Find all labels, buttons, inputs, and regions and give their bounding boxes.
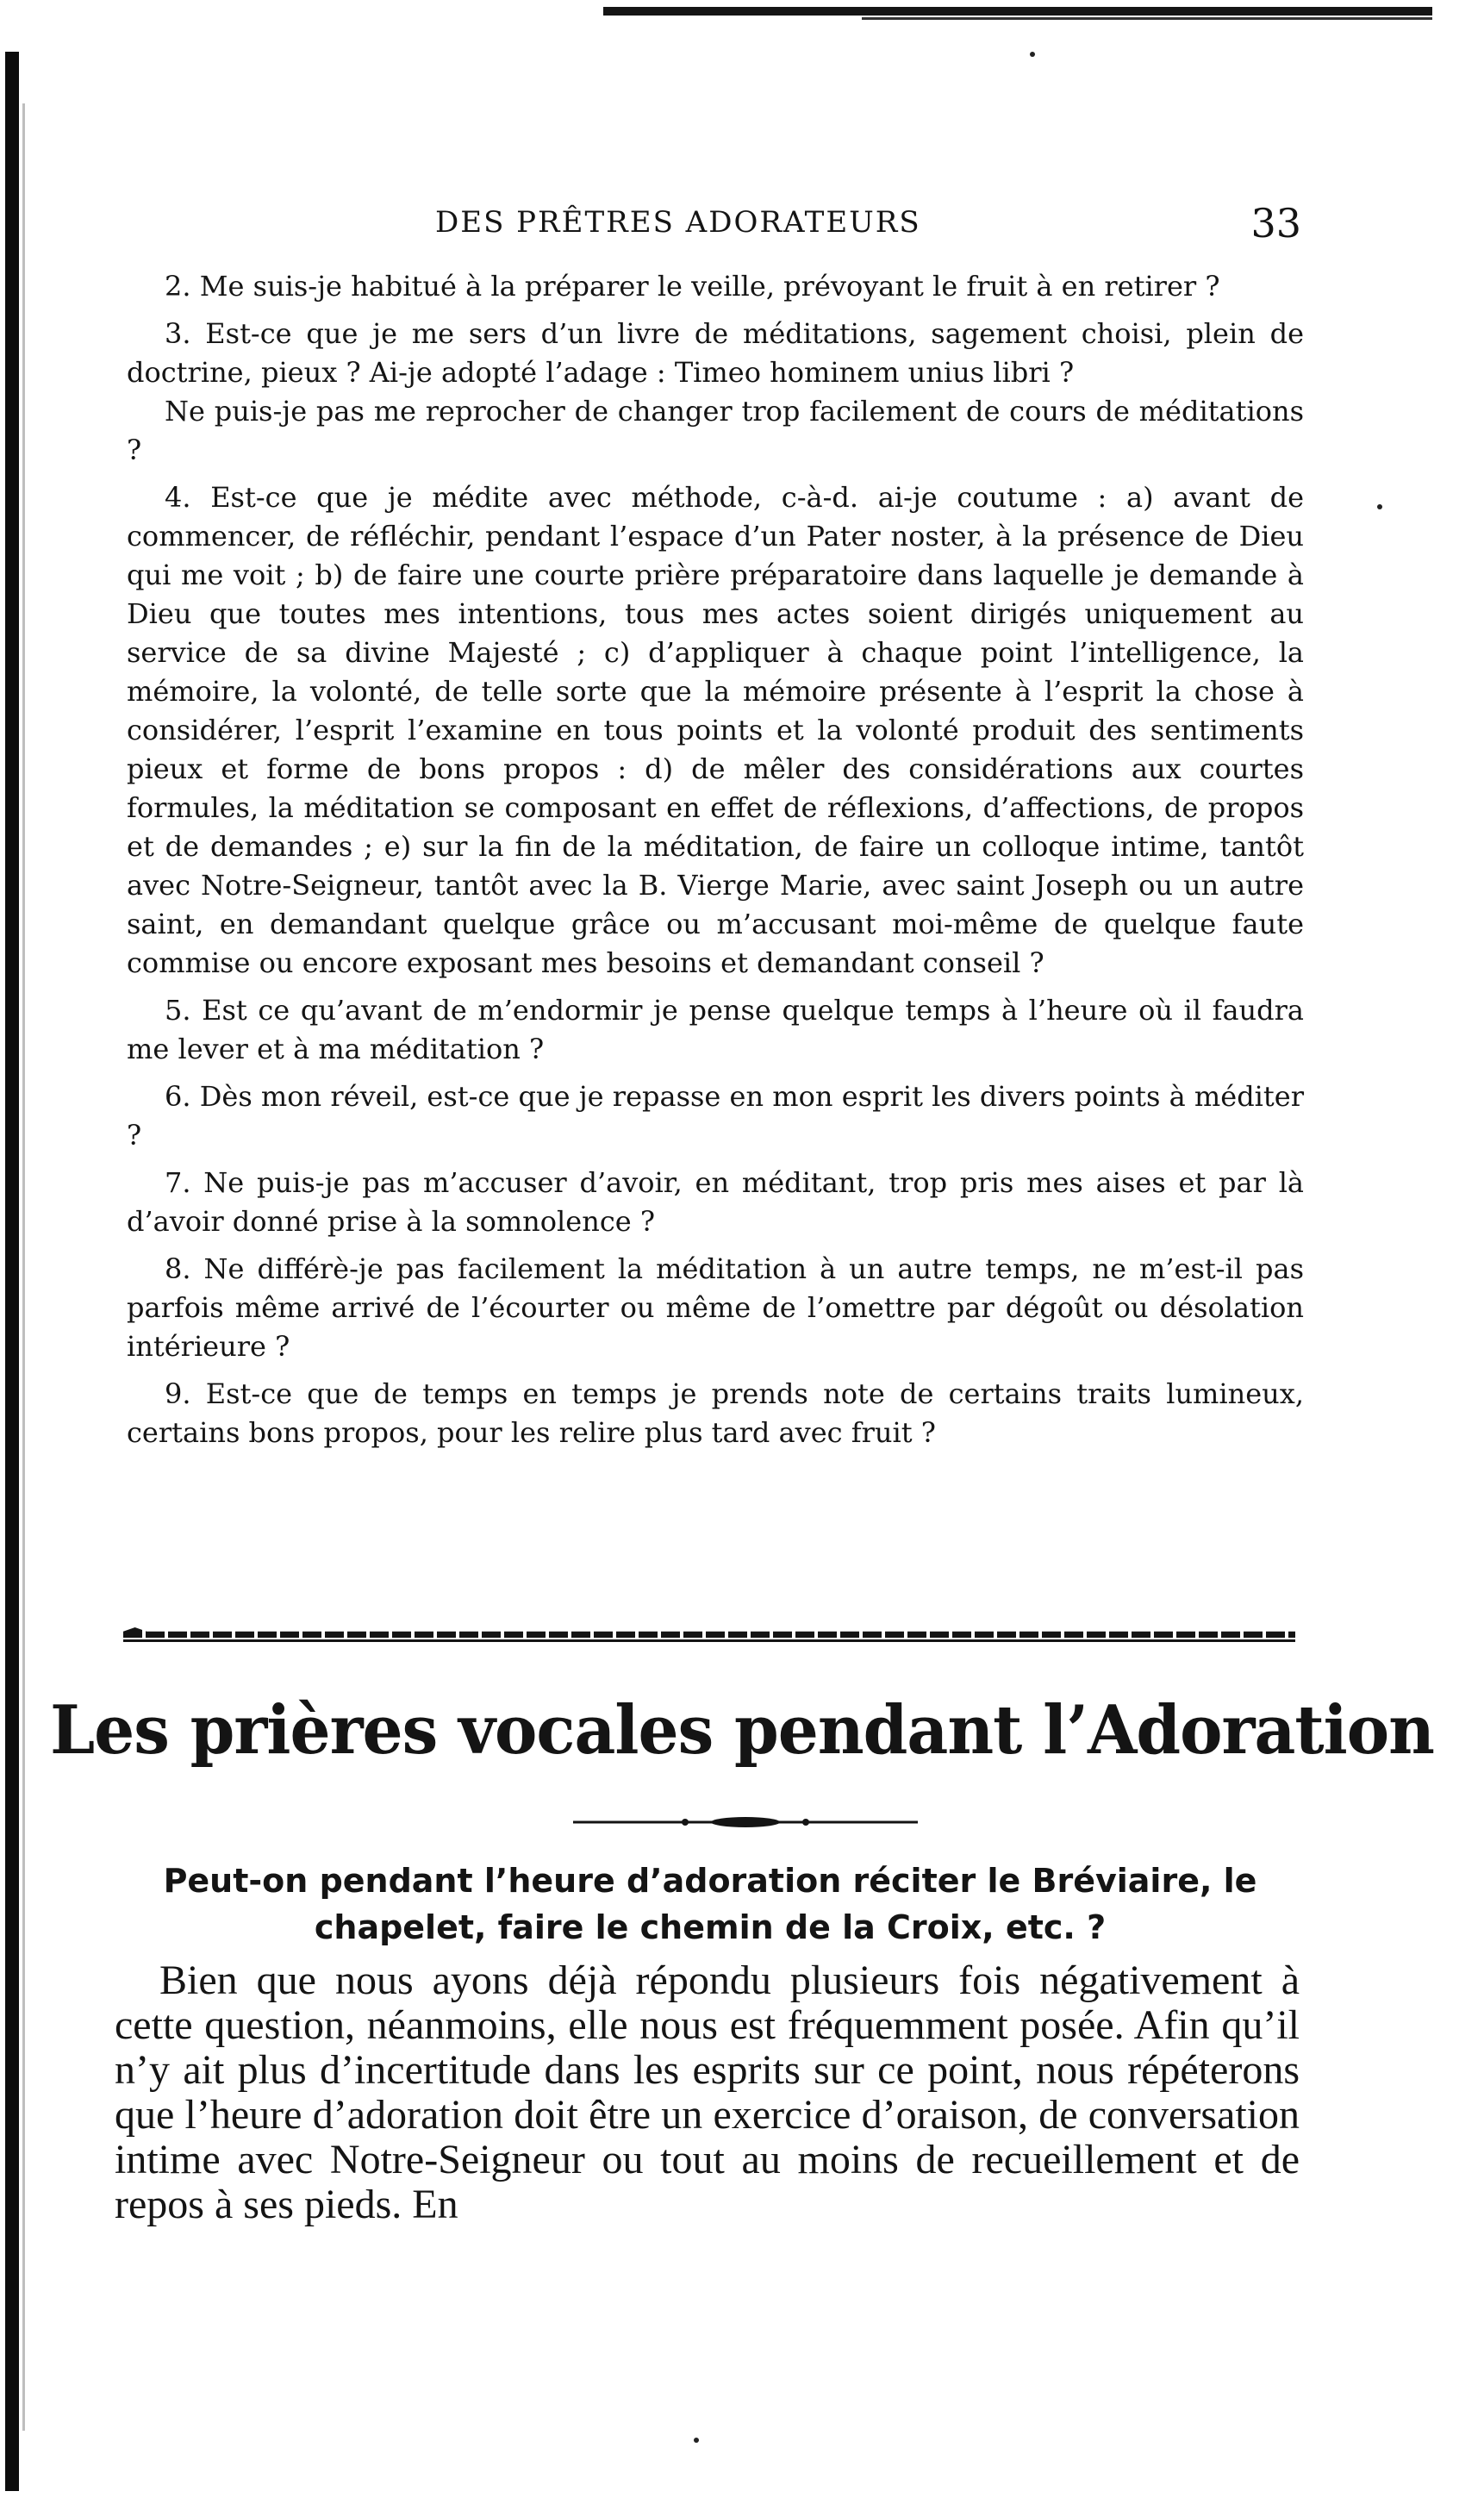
section-title: Les prières vocales pendant l’Adoration <box>50 1691 1434 1770</box>
question-item: 3. Est-ce que je me sers d’un livre de méditations, sagement choisi, plein de doctrine, pieux ? Ai-je adopté l’adage : Timeo hominem unius libri ? <box>127 317 1304 389</box>
scan-speck <box>1030 52 1035 57</box>
examination-questions <box>127 267 1304 1461</box>
running-head: DES PRÊTRES ADORATEURS <box>435 205 921 240</box>
question-item: Ne puis-je pas me reprocher de changer trop facilement de cours de méditations ? <box>127 395 1304 466</box>
question-item: 4. Est-ce que je médite avec méthode, c-à-d. ai-je coutume : a) avant de commencer, de réfléchir, pendant l’espace d’un Pater noster, à la présence de Dieu qui me voit ; b) de faire une courte prière préparatoire dans laquelle je demande à Dieu que toutes mes intentions, tous mes actes soient dirigés uniquement au service de sa divine Majesté ; c) d’appliquer à chaque point l’intelligence, la mémoire, la volonté, de telle sorte que la mémoire présente à l’esprit la chose à considérer, l’esprit l’examine en tous points et la volonté produit des sentiments pieux et forme de bons propos : d) de mêler des considérations aux courtes formules, la méditation se composant en effet de réflexions, d’affections, de propos et de demandes ; e) sur la fin de la méditation, de faire un colloque intime, tantôt avec Notre-Seigneur, tantôt avec la B. Vierge Marie, avec saint Joseph ou un autre saint, en demandant quelque grâce ou m’accusant moi-même de quelque faute commise ou encore exposant mes besoins et demandant conseil ? <box>127 481 1304 979</box>
scan-speck <box>1377 504 1382 509</box>
ornamental-divider <box>123 1627 1295 1638</box>
question-item: 7. Ne puis-je pas m’accuser d’avoir, en méditant, trop pris mes aises et par là d’avoir donné prise à la somnolence ? <box>127 1166 1304 1238</box>
title-flourish-icon <box>573 1814 918 1831</box>
scan-speck <box>694 2438 699 2443</box>
question-item: 5. Est ce qu’avant de m’endormir je pense quelque temps à l’heure où il faudra me lever et à ma méditation ? <box>127 994 1304 1065</box>
question-item: 8. Ne différè-je pas facilement la méditation à un autre temps, ne m’est-il pas parfois même arrivé de l’écourter ou même de l’omettre par dégoût ou désolation intérieure ? <box>127 1252 1304 1363</box>
question-item: 6. Dès mon réveil, est-ce que je repasse en mon esprit les divers points à méditer ? <box>127 1080 1304 1152</box>
section-question: Peut-on pendant l’heure d’adoration réciter le Bréviaire, le chapelet, faire le chemin de la Croix, etc. ? <box>163 1862 1257 1946</box>
page-top-rule <box>603 7 1432 16</box>
ornamental-divider-base <box>123 1639 1295 1642</box>
page-top-rule-secondary <box>862 17 1432 20</box>
page-header <box>129 200 1301 257</box>
question-item: 9. Est-ce que de temps en temps je prends note de certains traits lumineux, certains bons propos, pour les relire plus tard avec fruit ? <box>127 1377 1304 1449</box>
page-number: 33 <box>1250 200 1301 247</box>
scan-binding-shadow <box>22 103 25 2431</box>
scan-binding-edge <box>5 52 19 2491</box>
question-item: 2. Me suis-je habitué à la préparer le veille, prévoyant le fruit à en retirer ? <box>165 270 1220 303</box>
section-answer: Bien que nous ayons déjà répondu plusieurs fois négativement à cette question, néanmoins, elle nous est fréquemment posée. Afin qu’il n’y ait plus d’incertitude dans les esprits sur ce point, nous répéterons que l’heure d’adoration doit être un exercice d’oraison, de conversation intime avec Notre-Seigneur ou tout au moins de recueillement et de repos à ses pieds. En <box>115 1957 1300 2227</box>
